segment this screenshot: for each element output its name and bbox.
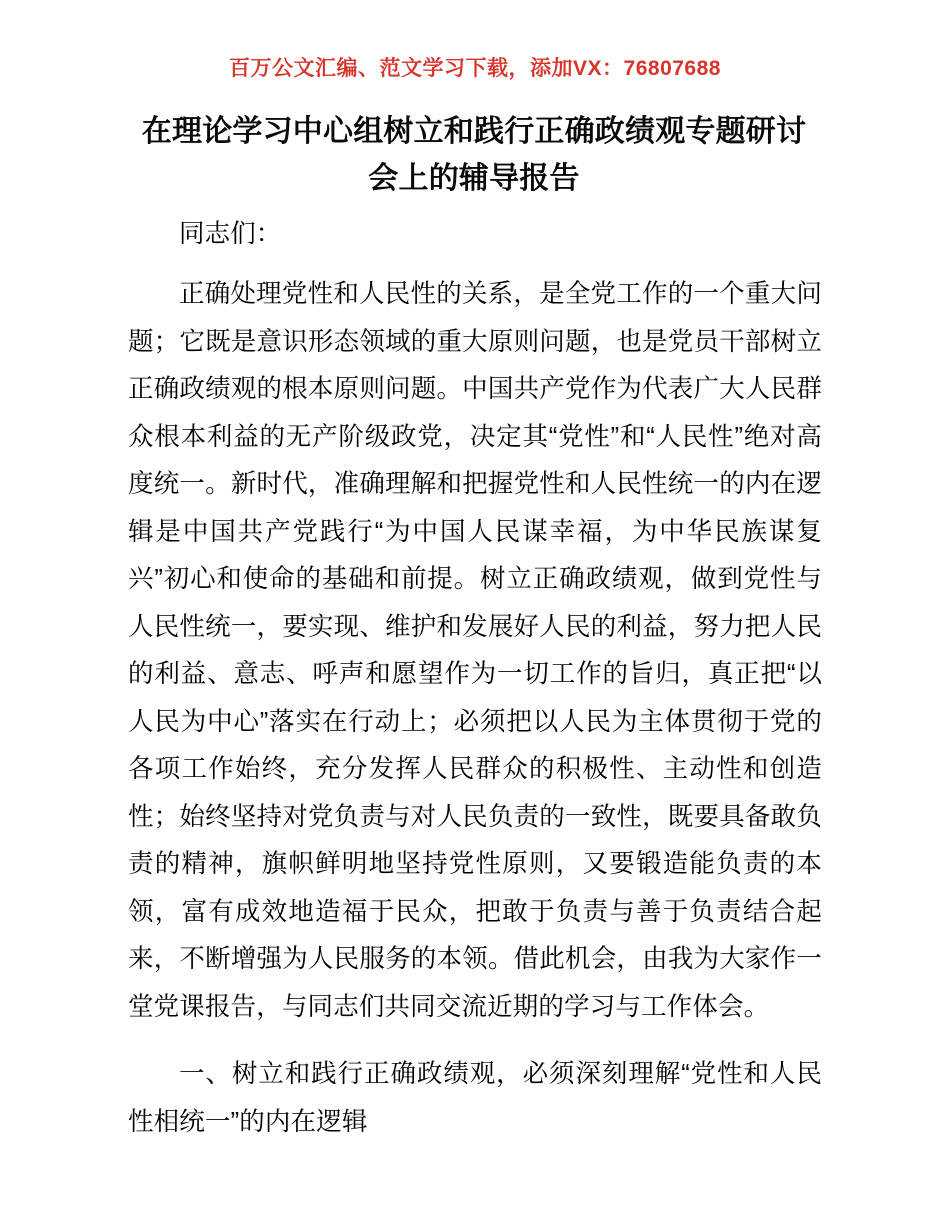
section-heading-1: 一、树立和践行正确政绩观，必须深刻理解“党性和人民性相统一”的内在逻辑	[128, 1060, 822, 1136]
document-body	[128, 213, 822, 1146]
body-paragraph-1: 正确处理党性和人民性的关系，是全党工作的一个重大问题；它既是意识形态领域的重大原则问题，也是党员干部树立正确政绩观的根本原则问题。中国共产党作为代表广大人民群众根本利益的无产阶级政党，决定其“党性”和“人民性”绝对高度统一。新时代，准确理解和把握党性和人民性统一的内在逻辑是中国共产党践行“为中国人民谋幸福，为中华民族谋复兴”初心和使命的基础和前提。树立正确政绩观，做到党性与人民性统一，要实现、维护和发展好人民的利益，努力把人民的利益、意志、呼声和愿望作为一切工作的旨归，真正把“以人民为中心”落实在行动上；必须把以人民为主体贯彻于党的各项工作始终，充分发挥人民群众的积极性、主动性和创造性；始终坚持对党负责与对人民负责的一致性，既要具备敢负责的精神，旗帜鲜明地坚持党性原则，又要锻造能负责的本领，富有成效地造福于民众，把敢于负责与善于负责结合起来，不断增强为人民服务的本领。借此机会，由我为大家作一堂党课报告，与同志们共同交流近期的学习与工作体会。	[128, 280, 822, 1021]
promo-header-text: 百万公文汇编、范文学习下载，添加VX：76807688	[229, 57, 721, 80]
document-title: 在理论学习中心组树立和践行正确政绩观专题研讨会上的辅导报告	[141, 115, 807, 195]
salutation: 同志们：	[179, 220, 282, 248]
